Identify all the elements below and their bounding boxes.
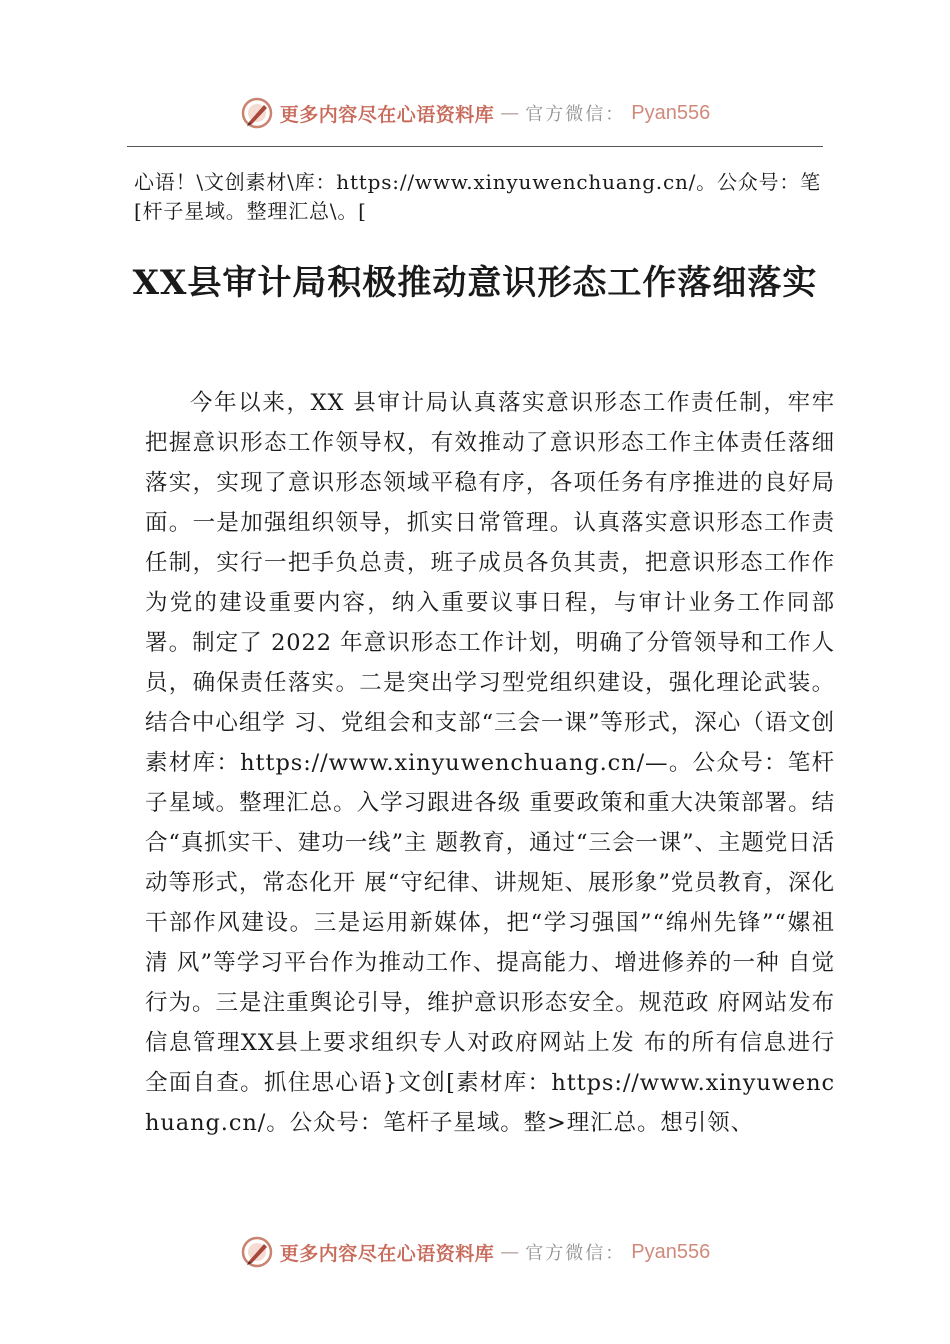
- header-banner: [0, 93, 950, 133]
- source-note: 心语！\文创素材\库：https://www.xinyuwenchuang.cn/。公众号：笔[杆子星域。整理汇总\。[: [134, 170, 821, 223]
- pen-logo-icon: [240, 1235, 274, 1269]
- banner-wechat-label: 官方微信：: [525, 1243, 626, 1264]
- banner-slogan: 更多内容尽在心语资料库: [279, 1242, 495, 1265]
- banner-wechat-id: Pyan556: [631, 101, 711, 124]
- banner-slogan: 更多内容尽在心语资料库: [279, 103, 495, 126]
- banner-wechat-id: Pyan556: [631, 1240, 711, 1263]
- footer-banner: [0, 1232, 950, 1272]
- pen-logo-icon: [240, 96, 274, 130]
- body-paragraph: 今年以来，XX 县审计局认真落实意识形态工作责任制，牢牢把握意识形态工作领导权，有效推动了意识形态工作主体责任落细落实，实现了意识形态领域平稳有序，各项任务有序推进的良好局面。一是加强组织领导，抓实日常管理。认真落实意识形态工作责任制，实行一把手负总责，班子成员各负其责，把意识形态工作作为党的建设重要内容，纳入重要议事日程，与审计业务工作同部署。制定了 2022 年意识形态工作计划，明确了分管领导和工作人员，确保责任落实。二是突出学习型党组织建设，强化理论武装。结合中心组学 习、党组会和支部“三会一课”等形式，深心（语文创素材库：https://www.xinyuwenchuang.cn/—。公众号：笔杆子星域。整理汇总。入学习跟进各级 重要政策和重大决策部署。结合“真抓实干、建功一线”主 题教育，通过“三会一课”、主题党日活动等形式，常态化开 展“守纪律、讲规矩、展形象”党员教育，深化干部作风建设。三是运用新媒体，把“学习强国”“绵州先锋”“嫘祖清 风”等学习平台作为推动工作、提高能力、增进修养的一种 自觉行为。三是注重舆论引导，维护意识形态安全。规范政 府网站发布信息管理XX县上要求组织专人对政府网站上发 布的所有信息进行全面自查。抓住思心语}文创[素材库：https://www.xinyuwenchuang.cn/。公众号：笔杆子星域。整>理汇总。想引领、: [145, 390, 835, 1136]
- header-divider: [127, 146, 823, 147]
- banner-dash: —: [500, 102, 520, 124]
- banner-wechat-label: 官方微信：: [525, 104, 626, 125]
- document-title: XX县审计局积极推动意识形态工作落细落实: [132, 262, 818, 303]
- banner-dash: —: [500, 1241, 520, 1263]
